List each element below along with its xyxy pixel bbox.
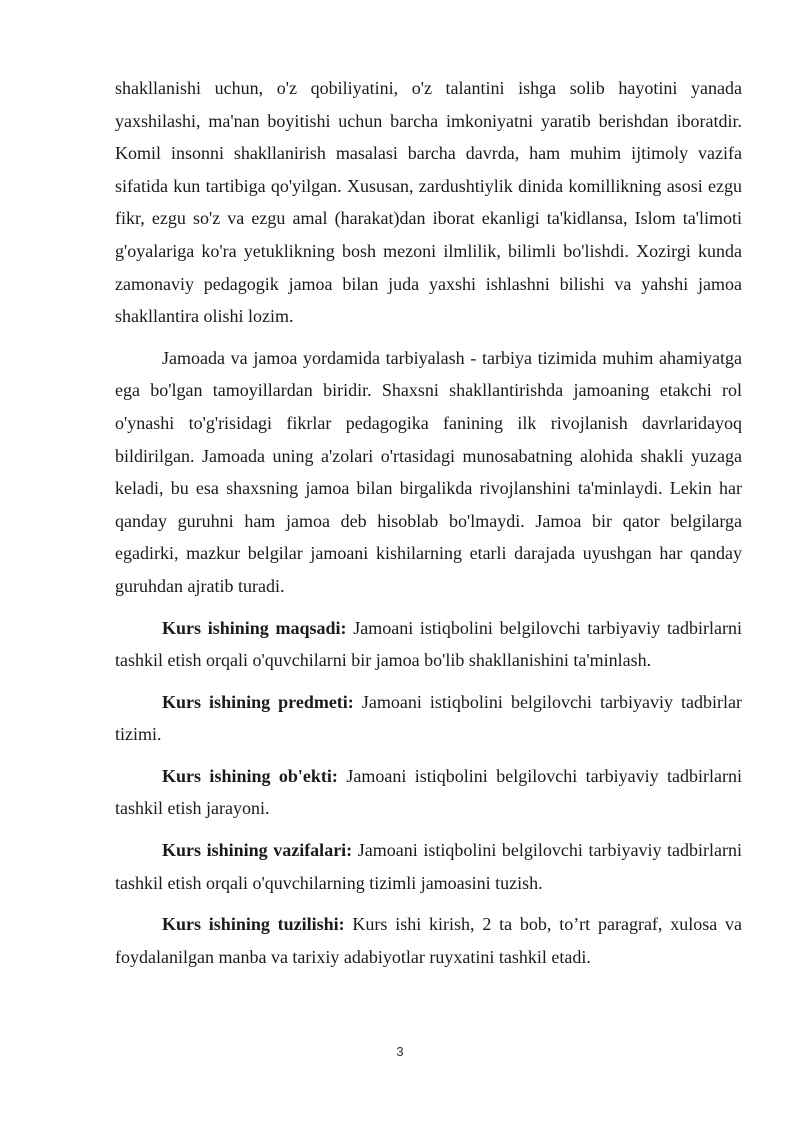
tuzilishi-label: Kurs ishining tuzilishi: xyxy=(162,914,345,935)
paragraph-jamoada: Jamoada va jamoa yordamida tarbiyalash - tarbiya tizimida muhim ahamiyatga ega bo'lgan tamoyillardan biridir. Shaxsni shakllantirishda jamoaning etakchi rol o'ynashi to'g'risidagi fikrlar pedagogika fanining ilk rivojlanish davrlaridayoq bildirilgan. Jamoada uning a'zolari o'rtasidagi munosabatning alohida shakli yuzaga keladi, bu esa shaxsning jamoa bilan birgalikda rivojlanshini ta'minlaydi. Lekin har qanday guruhni ham jamoa deb hisoblab bo'lmaydi. Jamoa bir qator belgilarga egadirki, mazkur belgilar jamoani kishilarning etarli darajada uyushgan har qanday guruhdan ajratib turadi. xyxy=(115,347,742,596)
maqsadi-label: Kurs ishining maqsadi: xyxy=(162,617,347,638)
obekti-text: Jamoani istiqbolini belgilovchi tarbiyaviy tadbirlarni tashkil etish jarayoni. xyxy=(115,765,743,819)
tuzilishi-text: Kurs ishi kirish, 2 ta bob, to’rt paragraf, xulosa va foydalanilgan manba va tarixiy adabiyotlar ruyxatini tashkil etadi. xyxy=(115,914,742,967)
paragraph-obekti xyxy=(115,760,742,825)
paragraph-tuzilishi xyxy=(115,908,742,973)
paragraph-intro: shakllanishi uchun, o'z qobiliyatini, o'z talantini ishga solib hayotini yanada yaxshilashi, ma'nan boyitishi uchun barcha imkoniyatni yaratib berishdan iboratdir. Komil insonni shakllanirish masalasi barcha davrda, ham muhim ijtimoly vazifa sifatida kun tartibiga qo'yilgan. Xususan, zardushtiylik dinida komillikning asosi ezgu fikr, ezgu so'z va ezgu amal (harakat)dan iborat ekanligi ta'kidlansa, Islom ta'limoti g'oyalariga ko'ra yetuklikning bosh mezoni ilmlilik, bilimli bo'lishdi. Xozirgi kunda zamonaviy pedagogik jamoa bilan juda yaxshi ishlashni bilishi va yahshi jamoa shakllantira olishi lozim. xyxy=(115,78,742,327)
predmeti-label: Kurs ishining predmeti: xyxy=(162,691,354,712)
paragraph-predmeti xyxy=(115,686,742,751)
predmeti-text: Jamoani istiqbolini belgilovchi tarbiyaviy tadbirlar tizimi. xyxy=(115,691,742,745)
page-number: 3 xyxy=(396,1044,404,1059)
paragraph-maqsadi xyxy=(115,612,742,677)
maqsadi-text: Jamoani istiqbolini belgilovchi tarbiyaviy tadbirlarni tashkil etish orqali o'quvchilarni bir jamoa bo'lib shakllanishini ta'minlash. xyxy=(115,617,742,671)
obekti-label: Kurs ishining ob'ekti: xyxy=(162,765,338,786)
document-page xyxy=(115,72,742,973)
paragraph-vazifalari xyxy=(115,834,742,899)
vazifalari-text: Jamoani istiqbolini belgilovchi tarbiyaviy tadbirlarni tashkil etish orqali o'quvchilarning tizimli jamoasini tuzish. xyxy=(115,840,742,893)
vazifalari-label: Kurs ishining vazifalari: xyxy=(162,840,353,861)
